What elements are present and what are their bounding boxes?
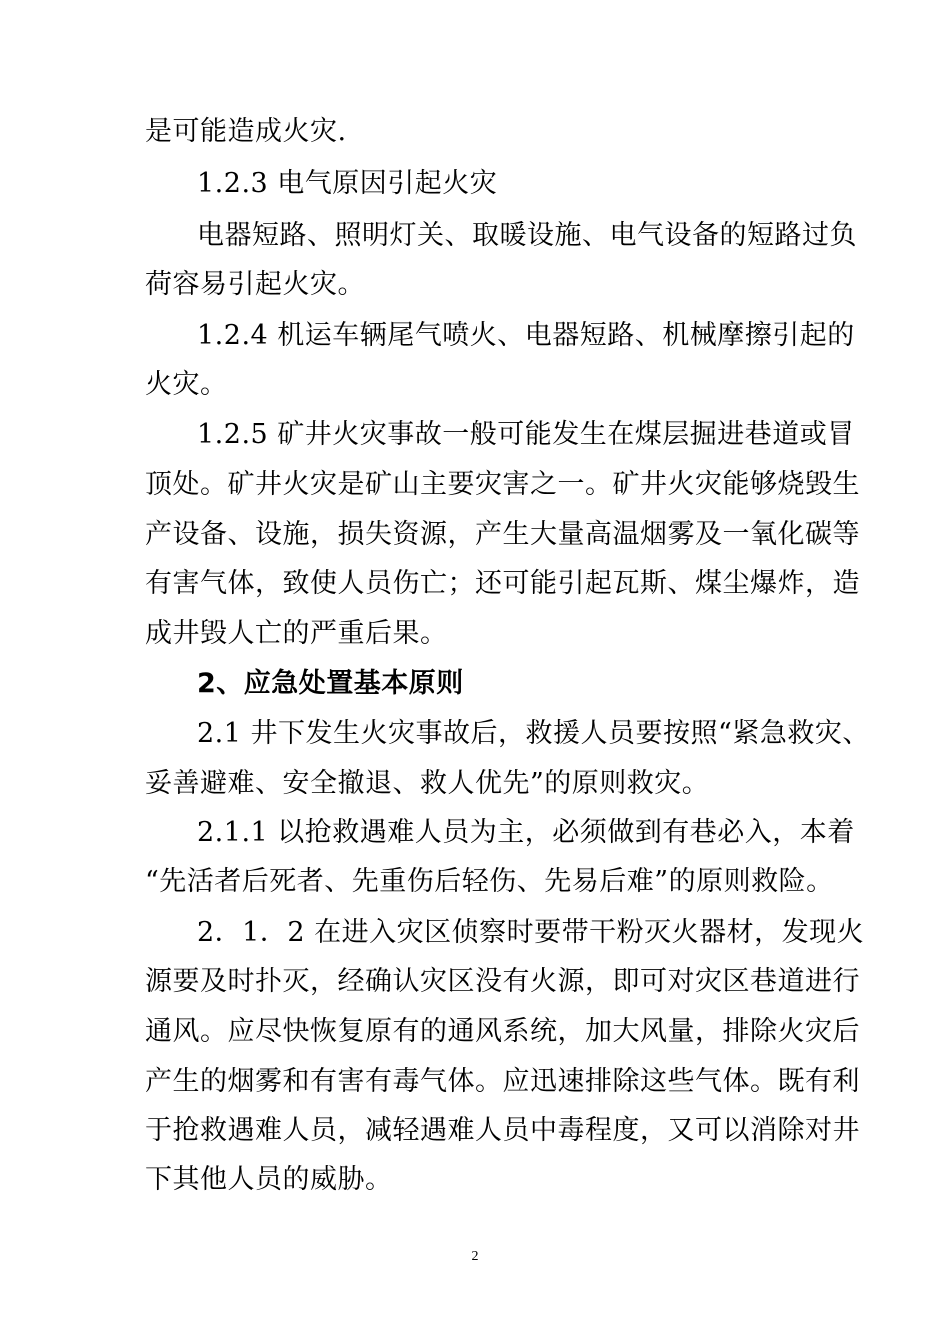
- text-line: 是可能造成火灾.: [145, 116, 347, 147]
- text-line: 1.2.5 矿井火灾事故一般可能发生在煤层掘进巷道或冒: [197, 419, 855, 450]
- text-line: 电器短路、照明灯关、取暖设施、电气设备的短路过负: [197, 220, 857, 251]
- text-line: 2.1.1 以抢救遇难人员为主，必须做到有巷必入，本着: [197, 817, 855, 848]
- text-line: 火灾。: [145, 369, 228, 400]
- text-line: 成井毁人亡的严重后果。: [145, 618, 448, 649]
- text-line: 荷容易引起火灾。: [145, 269, 365, 300]
- text-line: 有害气体，致使人员伤亡；还可能引起瓦斯、煤尘爆炸，造: [145, 568, 860, 599]
- text-line: 产生的烟雾和有害有毒气体。应迅速排除这些气体。既有利: [145, 1066, 860, 1097]
- text-line: 妥善避难、安全撤退、救人优先”的原则救灾。: [145, 768, 710, 799]
- section-heading: 2、应急处置基本原则: [197, 668, 464, 699]
- text-line: “先活者后死者、先重伤后轻伤、先易后难”的原则救险。: [145, 866, 834, 897]
- text-line: 1.2.4 机运车辆尾气喷火、电器短路、机械摩擦引起的: [197, 320, 855, 351]
- text-line: 2．1．2 在进入灾区侦察时要带干粉灭火器材，发现火: [197, 917, 865, 948]
- text-line: 通风。应尽快恢复原有的通风系统，加大风量，排除火灾后: [145, 1016, 860, 1047]
- page-number: 2: [471, 1249, 479, 1264]
- text-line: 顶处。矿井火灾是矿山主要灾害之一。矿井火灾能够烧毁生: [145, 469, 860, 500]
- subsection-heading: 1.2.3 电气原因引起火灾: [197, 168, 498, 199]
- text-line: 源要及时扑灭，经确认灾区没有火源，即可对灾区巷道进行: [145, 966, 860, 997]
- text-line: 下其他人员的威胁。: [145, 1164, 393, 1195]
- text-line: 于抢救遇难人员，减轻遇难人员中毒程度，又可以消除对井: [145, 1115, 860, 1146]
- text-line: 产设备、设施，损失资源，产生大量高温烟雾及一氧化碳等: [145, 519, 860, 550]
- text-line: 2.1 井下发生火灾事故后，救援人员要按照“紧急救灾、: [197, 718, 870, 749]
